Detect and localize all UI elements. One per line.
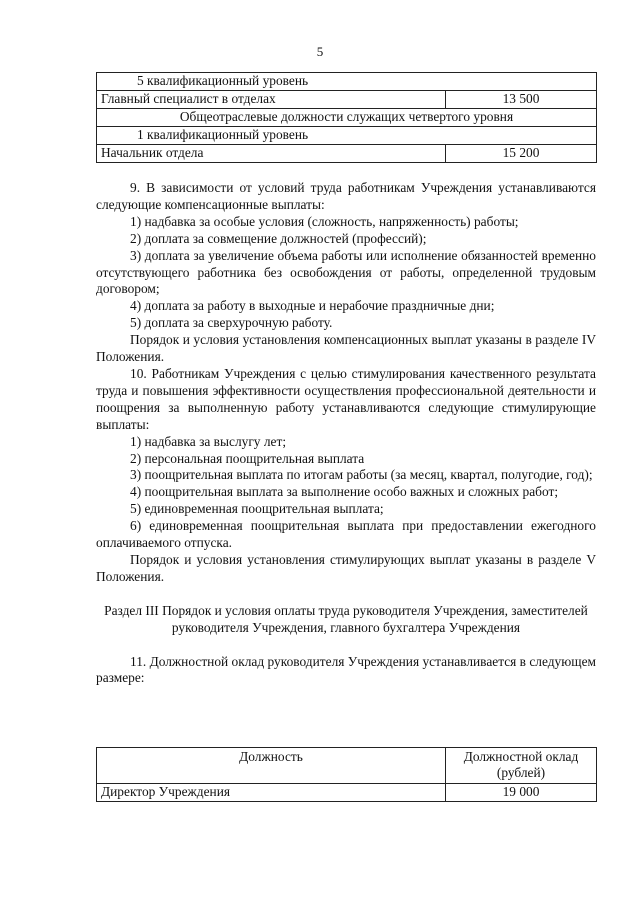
paragraph: 4) поощрительная выплата за выполнение особо важных и сложных работ;: [130, 484, 559, 500]
salary-table-2: [96, 747, 597, 802]
page-number: 5: [316, 44, 324, 59]
position-cell: Начальник отдела: [97, 145, 446, 163]
paragraph: Порядок и условия установления компенсационных выплат указаны в разделе IV Положения.: [96, 332, 596, 365]
salary-cell: 19 000: [446, 784, 597, 802]
paragraph: 1) надбавка за особые условия (сложность, напряженность) работы;: [130, 213, 519, 229]
table-row: [97, 109, 597, 127]
paragraph: 3) доплата за увеличение объема работы или исполнение обязанностей временно отсутствующего работника без освобождения от работы, определенной трудовым договором;: [96, 247, 596, 297]
table-row: [97, 127, 597, 145]
paragraph: 1) надбавка за выслугу лет;: [130, 433, 287, 449]
salary-cell: 13 500: [446, 91, 597, 109]
salary-table-1: [96, 72, 597, 163]
group-header: Общеотраслевые должности служащих четвертого уровня: [97, 109, 597, 127]
level-header: 1 квалификационный уровень: [97, 127, 597, 145]
table-row: [97, 145, 597, 163]
level-header: 5 квалификационный уровень: [97, 73, 597, 91]
column-header-salary: [446, 748, 597, 784]
body-text: [96, 180, 596, 687]
table-header-row: [97, 748, 597, 784]
paragraph: 5) доплата за сверхурочную работу.: [130, 315, 333, 331]
paragraph: 10. Работникам Учреждения с целью стимулирования качественного результата труда и повышения эффективности осуществления профессиональной деятельности и поощрения за выполненную работу устанавливаются следующие стимулирующие выплаты:: [96, 365, 596, 432]
paragraph: 4) доплата за работу в выходные и нерабочие праздничные дни;: [130, 298, 495, 314]
paragraph: 2) персональная поощрительная выплата: [130, 450, 365, 466]
paragraph: 2) доплата за совмещение должностей (профессий);: [130, 230, 427, 246]
paragraph: 9. В зависимости от условий труда работникам Учреждения устанавливаются следующие компенсационные выплаты:: [96, 180, 596, 212]
table-row: [97, 91, 597, 109]
paragraph: Порядок и условия установления стимулирующих выплат указаны в разделе V Положения.: [96, 551, 596, 584]
paragraph: 3) поощрительная выплата по итогам работы (за месяц, квартал, полугодие, год);: [130, 467, 593, 483]
position-cell: Директор Учреждения: [97, 784, 446, 802]
paragraph: 5) единовременная поощрительная выплата;: [130, 501, 384, 517]
section-title: Раздел III Порядок и условия оплаты труда руководителя Учреждения, заместителей руководителя Учреждения, главного бухгалтера Учреждения: [104, 602, 588, 635]
paragraph: 11. Должностной оклад руководителя Учреждения устанавливается в следующем размере:: [96, 653, 596, 686]
salary-header-unit: (рублей): [496, 765, 546, 780]
paragraph: 6) единовременная поощрительная выплата при предоставлении ежегодного оплачиваемого отпуска.: [96, 518, 596, 551]
table-row: [97, 73, 597, 91]
salary-cell: 15 200: [446, 145, 597, 163]
position-cell: Главный специалист в отделах: [97, 91, 446, 109]
table-row: [97, 784, 597, 802]
salary-header-line: Должностной оклад: [463, 749, 579, 764]
column-header-position: Должность: [97, 748, 446, 784]
